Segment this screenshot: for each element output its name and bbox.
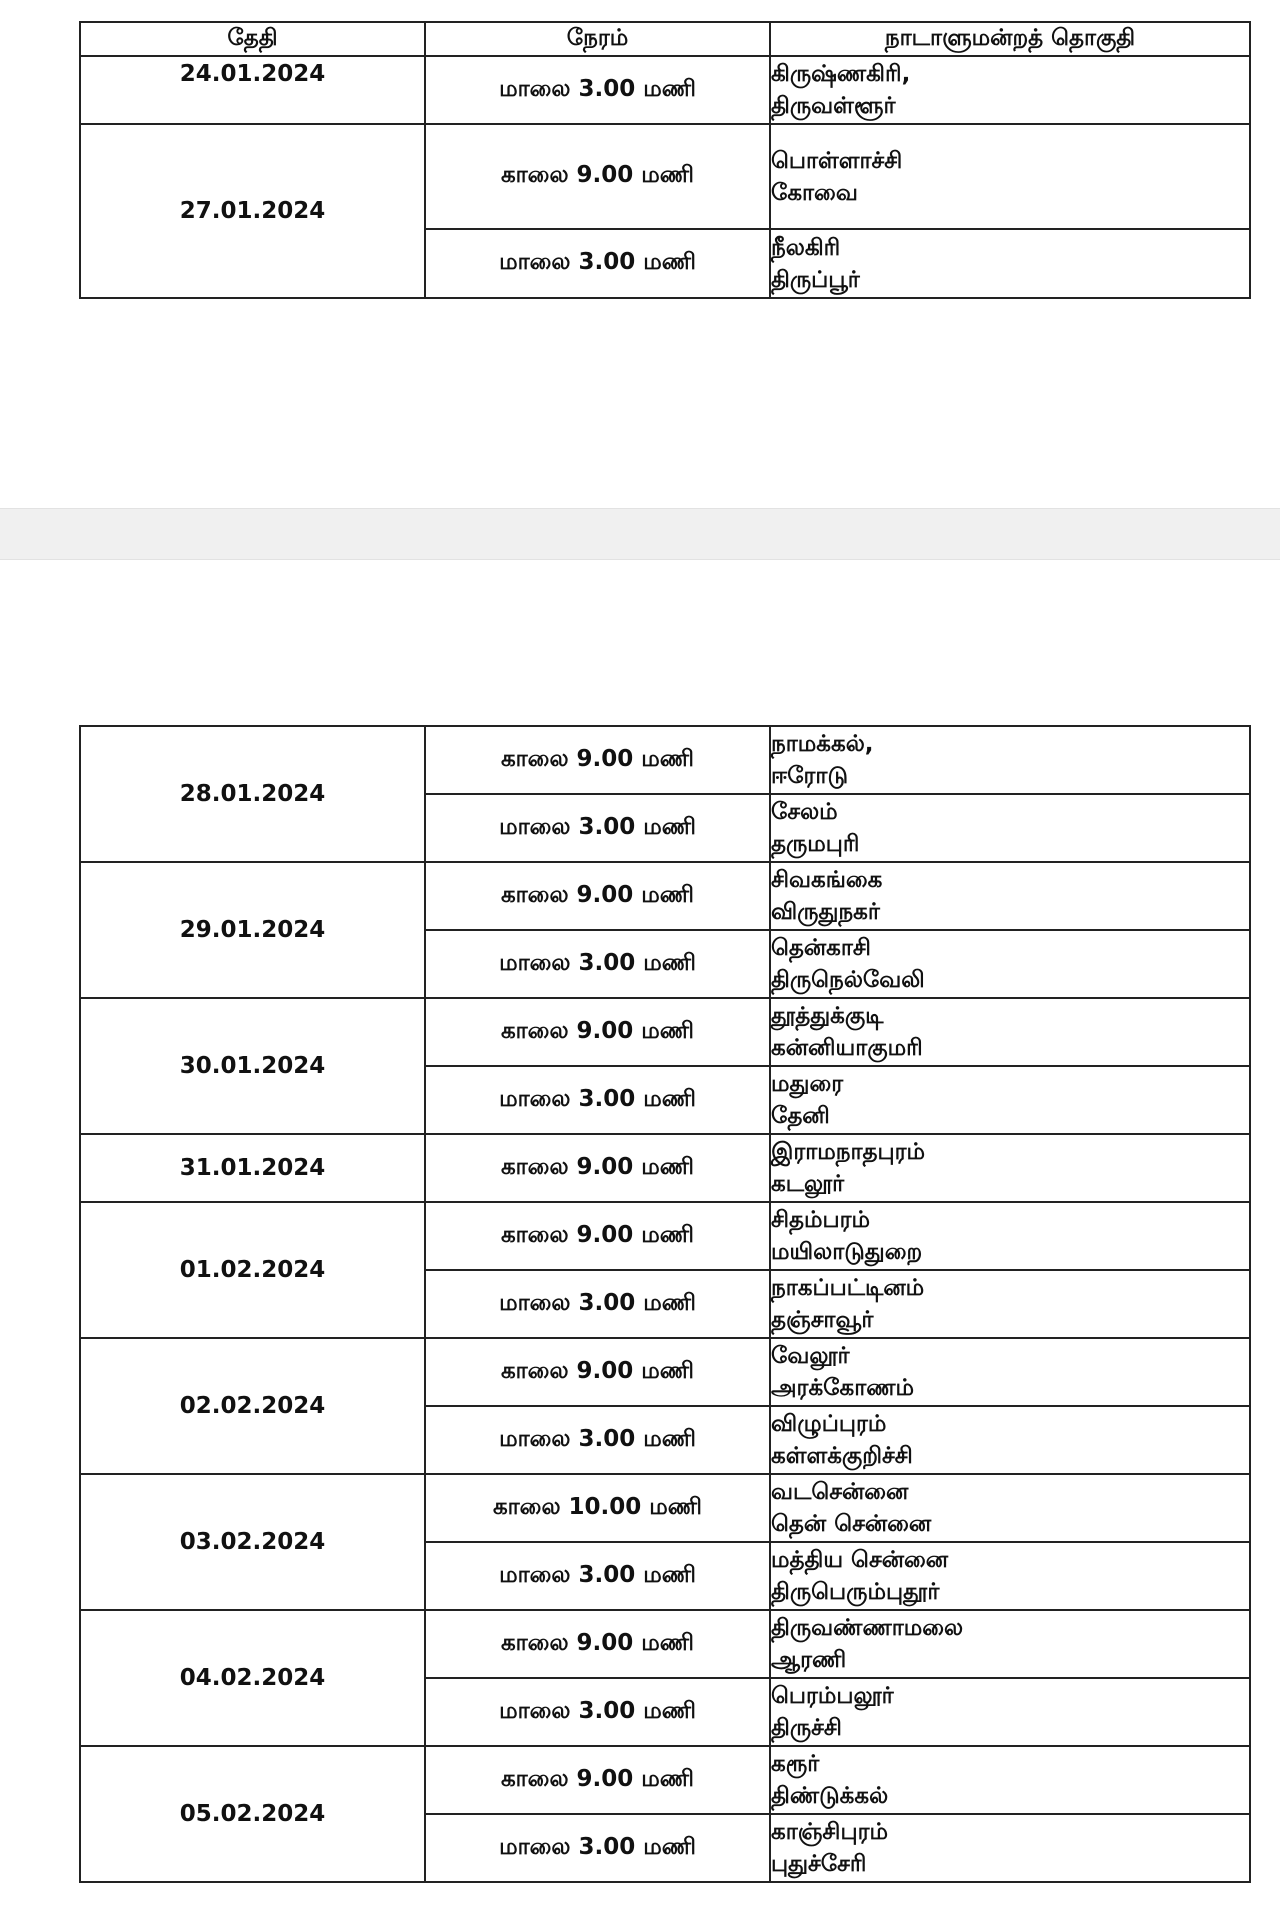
constituency-name: வடசென்னை	[771, 1479, 909, 1505]
constituency-name: இராமநாதபுரம்	[771, 1139, 926, 1165]
constituency-cell	[770, 930, 1250, 998]
page-separator	[0, 508, 1280, 560]
constituency-name: நாகப்பட்டினம்	[771, 1275, 925, 1301]
date-cell: 27.01.2024	[80, 124, 425, 298]
constituency-name: விழுப்புரம்	[771, 1411, 887, 1437]
constituency-name: புதுச்சேரி	[771, 1851, 867, 1877]
constituency-name: திருபெரும்புதூர்	[771, 1579, 940, 1605]
time-cell: காலை 9.00 மணி	[425, 1134, 770, 1202]
table-row	[80, 726, 1250, 794]
constituency-name: தஞ்சாவூர்	[771, 1307, 874, 1333]
constituency-name: கடலூர்	[771, 1171, 845, 1197]
constituency-name: திண்டுக்கல்	[771, 1783, 889, 1809]
constituency-cell	[770, 998, 1250, 1066]
constituency-cell	[770, 1066, 1250, 1134]
table-row	[80, 1610, 1250, 1678]
constituency-name: தென்காசி	[771, 935, 871, 961]
time-cell: காலை 9.00 மணி	[425, 1746, 770, 1814]
table-row	[80, 56, 1250, 124]
constituency-name: பொள்ளாச்சி	[771, 147, 903, 174]
constituency-name: திருவள்ளூர்	[771, 93, 896, 119]
time-cell: மாலை 3.00 மணி	[425, 1814, 770, 1882]
date-cell: 28.01.2024	[80, 726, 425, 862]
time-cell: மாலை 3.00 மணி	[425, 1406, 770, 1474]
date-cell: 29.01.2024	[80, 862, 425, 998]
date-cell: 04.02.2024	[80, 1610, 425, 1746]
date-cell: 24.01.2024	[80, 56, 425, 124]
constituency-name: பெரம்பலூர்	[771, 1683, 894, 1709]
time-cell: காலை 9.00 மணி	[425, 1610, 770, 1678]
header-time: நேரம்	[425, 22, 770, 56]
header-constituency: நாடாளுமன்றத் தொகுதி	[770, 22, 1250, 56]
constituency-name: கரூர்	[771, 1751, 820, 1777]
date-cell: 05.02.2024	[80, 1746, 425, 1882]
time-cell: காலை 9.00 மணி	[425, 862, 770, 930]
constituency-cell	[770, 794, 1250, 862]
time-cell: மாலை 3.00 மணி	[425, 794, 770, 862]
constituency-name: திருநெல்வேலி	[771, 967, 925, 993]
constituency-cell	[770, 1338, 1250, 1406]
date-cell: 03.02.2024	[80, 1474, 425, 1610]
constituency-name: விருதுநகர்	[771, 899, 880, 925]
constituency-cell	[770, 1542, 1250, 1610]
time-cell: மாலை 3.00 மணி	[425, 930, 770, 998]
schedule-table-top	[79, 21, 1251, 299]
table-row	[80, 1134, 1250, 1202]
constituency-name: சிவகங்கை	[771, 867, 883, 893]
date-cell: 01.02.2024	[80, 1202, 425, 1338]
header-date: தேதி	[80, 22, 425, 56]
time-cell: காலை 10.00 மணி	[425, 1474, 770, 1542]
constituency-name: காஞ்சிபுரம்	[771, 1819, 888, 1845]
constituency-name: மத்திய சென்னை	[771, 1547, 949, 1573]
constituency-name: மதுரை	[771, 1071, 844, 1097]
constituency-name: ஈரோடு	[771, 763, 848, 789]
time-cell: மாலை 3.00 மணி	[425, 1542, 770, 1610]
constituency-name: தென் சென்னை	[771, 1511, 932, 1537]
time-cell: மாலை 3.00 மணி	[425, 1678, 770, 1746]
schedule-table-bottom	[79, 725, 1251, 1883]
constituency-cell	[770, 56, 1250, 124]
constituency-name: சேலம்	[771, 799, 838, 825]
table-row	[80, 1202, 1250, 1270]
constituency-cell	[770, 1814, 1250, 1882]
schedule-body-bottom	[80, 726, 1250, 1882]
constituency-name: தருமபுரி	[771, 831, 860, 857]
constituency-name: திருச்சி	[771, 1715, 842, 1741]
date-cell: 30.01.2024	[80, 998, 425, 1134]
constituency-name: கன்னியாகுமரி	[771, 1035, 923, 1061]
time-cell: காலை 9.00 மணி	[425, 1202, 770, 1270]
table-row	[80, 1474, 1250, 1542]
date-cell: 31.01.2024	[80, 1134, 425, 1202]
time-cell: மாலை 3.00 மணி	[425, 1270, 770, 1338]
constituency-name: தூத்துக்குடி	[771, 1003, 884, 1029]
constituency-cell	[770, 124, 1250, 229]
table-row	[80, 1338, 1250, 1406]
time-cell: மாலை 3.00 மணி	[425, 1066, 770, 1134]
constituency-name: நீலகிரி	[771, 234, 841, 261]
time-cell: காலை 9.00 மணி	[425, 1338, 770, 1406]
constituency-name: நாமக்கல்,	[771, 731, 874, 757]
constituency-name: திருப்பூர்	[771, 266, 860, 293]
constituency-name: கோவை	[771, 179, 858, 206]
constituency-cell	[770, 1202, 1250, 1270]
constituency-cell	[770, 1406, 1250, 1474]
time-cell: காலை 9.00 மணி	[425, 998, 770, 1066]
constituency-name: கள்ளக்குறிச்சி	[771, 1443, 913, 1469]
constituency-name: சிதம்பரம்	[771, 1207, 871, 1233]
table-row	[80, 1746, 1250, 1814]
header-row	[80, 22, 1250, 56]
time-cell: காலை 9.00 மணி	[425, 726, 770, 794]
constituency-cell	[770, 229, 1250, 298]
time-cell: மாலை 3.00 மணி	[425, 229, 770, 298]
time-cell: மாலை 3.00 மணி	[425, 56, 770, 124]
constituency-cell	[770, 1746, 1250, 1814]
constituency-name: தேனி	[771, 1103, 830, 1129]
schedule-body-top	[80, 56, 1250, 298]
time-cell: காலை 9.00 மணி	[425, 124, 770, 229]
constituency-cell	[770, 1270, 1250, 1338]
table-row	[80, 998, 1250, 1066]
constituency-cell	[770, 726, 1250, 794]
date-cell: 02.02.2024	[80, 1338, 425, 1474]
constituency-cell	[770, 1610, 1250, 1678]
table-row	[80, 124, 1250, 229]
constituency-name: கிருஷ்ணகிரி,	[771, 61, 911, 87]
constituency-name: அரக்கோணம்	[771, 1375, 914, 1401]
constituency-cell	[770, 1474, 1250, 1542]
constituency-cell	[770, 862, 1250, 930]
constituency-name: மயிலாடுதுறை	[771, 1239, 923, 1265]
constituency-name: திருவண்ணாமலை	[771, 1615, 964, 1641]
constituency-cell	[770, 1678, 1250, 1746]
table-row	[80, 862, 1250, 930]
constituency-cell	[770, 1134, 1250, 1202]
constituency-name: வேலூர்	[771, 1343, 850, 1369]
constituency-name: ஆரணி	[771, 1647, 847, 1673]
